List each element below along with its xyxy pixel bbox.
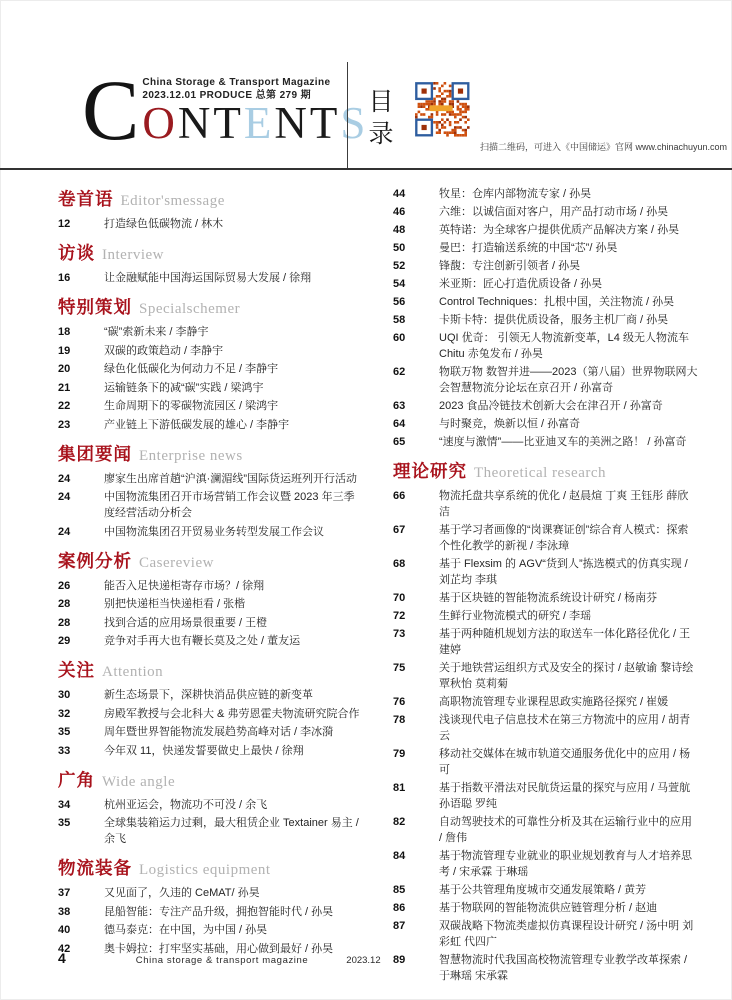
toc-item-title: 锋馥：专注创新引领者 / 孙昊 — [439, 260, 581, 272]
toc-item-title: 别把快递柜当快递柜看 / 张楷 — [104, 598, 246, 610]
toc-item — [393, 522, 698, 554]
toc-item-page-number: 56 — [393, 296, 406, 308]
toc-item — [393, 882, 698, 898]
toc-item-title: 生鲜行业物流模式的研究 / 李瑶 — [439, 610, 592, 622]
toc-item — [393, 312, 698, 328]
toc-item-page-number: 33 — [58, 744, 71, 757]
toc-item — [58, 797, 363, 813]
toc-item-title: 能否入足快递柜寄存市场？/ 徐翔 — [104, 579, 265, 592]
toc-item-page-number: 86 — [393, 902, 406, 914]
toc-item-page-number: 24 — [58, 491, 71, 503]
toc-item-page-number: 82 — [393, 816, 406, 828]
toc-section — [58, 767, 363, 848]
toc-item-page-number: 76 — [393, 696, 406, 708]
toc-item — [393, 416, 698, 432]
toc-item — [393, 608, 698, 624]
toc-item-page-number: 37 — [58, 887, 71, 899]
toc-item-page-number: 84 — [393, 850, 406, 862]
logo-letter: T — [213, 98, 244, 148]
qr-code-icon — [415, 82, 470, 142]
section-title-en: Interview — [102, 247, 164, 263]
toc-item-title: 竞争对手再大也有鞭长莫及之处 / 董友运 — [104, 635, 301, 647]
toc-item — [393, 276, 698, 292]
section-title-en: Attention — [102, 664, 164, 680]
toc-item-page-number: 28 — [58, 616, 71, 629]
toc-item — [393, 814, 698, 846]
section-title-zh: 集团要闻 — [58, 443, 132, 464]
toc-item-title: 杭州亚运会，物流功不可没 / 余飞 — [104, 798, 268, 811]
contents-column-right — [393, 186, 698, 986]
section-heading — [58, 855, 363, 880]
toc-section-continued — [393, 186, 698, 450]
toc-section — [58, 240, 363, 286]
toc-item-title: 高职物流管理专业课程思政实施路径探究 / 崔媛 — [439, 696, 669, 708]
section-title-en: Wide angle — [102, 773, 176, 790]
toc-item-title: 双碳战略下物流类虚拟仿真课程设计研究 / 汤中明 刘彩虹 代四广 — [439, 920, 694, 948]
toc-item-page-number: 21 — [58, 381, 71, 394]
toc-item-page-number: 29 — [58, 635, 71, 647]
toc-item-title: 中国物流集团召开贸易业务转型发展工作会议 — [104, 525, 324, 538]
toc-item-title: 关于地铁营运组织方式及安全的探讨 / 赵敏谕 黎诗绘 覃秋怡 莫莉菊 — [439, 662, 694, 690]
section-title-en: Specialschemer — [139, 301, 241, 317]
toc-item-page-number: 34 — [58, 798, 71, 811]
section-heading — [58, 548, 363, 573]
toc-item — [393, 240, 698, 256]
toc-item-page-number: 81 — [393, 782, 406, 794]
qr-caption: 扫描二维码，可进入《中国储运》官网 www.chinachuyun.com — [480, 142, 728, 152]
toc-item-title: 2023 食品冷链技术创新大会在津召开 / 孙富奇 — [439, 400, 663, 412]
toc-item — [58, 885, 363, 901]
toc-item — [393, 488, 698, 520]
toc-item — [58, 615, 363, 631]
toc-item-page-number: 50 — [393, 242, 406, 254]
section-title-zh: 广角 — [58, 769, 95, 790]
footer-issue: 2023.12 — [346, 955, 381, 966]
toc-item-page-number: 87 — [393, 920, 406, 932]
toc-item-title: Control Techniques：扎根中国，关注物流 / 孙昊 — [439, 296, 675, 308]
toc-item — [393, 434, 698, 450]
toc-item-title: 基于区块链的智能物流系统设计研究 / 杨南芬 — [439, 592, 658, 604]
toc-item — [393, 222, 698, 238]
toc-item-title: 牧星：仓库内部物流专家 / 孙昊 — [439, 188, 592, 200]
toc-item-title: 浅谈现代电子信息技术在第三方物流中的应用 / 胡青云 — [439, 714, 691, 742]
toc-item — [58, 633, 363, 649]
toc-item-title: 产业链上下游低碳发展的雄心 / 李静宇 — [104, 418, 290, 431]
toc-item-page-number: 89 — [393, 954, 406, 966]
toc-item-page-number: 66 — [393, 490, 406, 502]
magazine-name-line: China Storage & Transport Magazine — [142, 77, 331, 88]
section-title-en: Editor'smessage — [120, 193, 225, 209]
toc-item — [393, 364, 698, 396]
toc-item — [393, 258, 698, 274]
toc-item-page-number: 72 — [393, 610, 406, 622]
toc-item-title: 物流托盘共享系统的优化 / 赵晨煊 丁爽 王钰彤 薛欣洁 — [439, 490, 689, 518]
toc-item-title: 双碳的政策趋动 / 李静宇 — [104, 344, 224, 357]
toc-item — [393, 660, 698, 692]
logo-letter: T — [309, 98, 341, 148]
toc-item-page-number: 23 — [58, 418, 71, 431]
toc-item-page-number: 58 — [393, 314, 406, 326]
toc-item — [393, 694, 698, 710]
logo-letter-c: C — [82, 62, 140, 159]
toc-item-page-number: 28 — [58, 598, 71, 610]
toc-label: 目录 — [365, 88, 393, 152]
toc-item-title: 基于学习者画像的“岗课赛证创”综合育人模式：探索个性化教学的新视 / 李泳璋 — [439, 524, 689, 552]
toc-item — [58, 743, 363, 759]
toc-item — [393, 590, 698, 606]
toc-item-page-number: 48 — [393, 224, 406, 236]
toc-item-page-number: 65 — [393, 436, 406, 448]
toc-item-page-number: 35 — [58, 817, 71, 829]
toc-item-page-number: 70 — [393, 592, 406, 604]
toc-item-page-number: 18 — [58, 326, 71, 338]
header-right-block — [347, 62, 728, 168]
toc-item-title: 与时聚竞，焕新以恒 / 孙富奇 — [439, 418, 581, 430]
toc-item-title: 全球集装箱运力过剩，最大租赁企业 Textainer 易主 / 余飞 — [104, 817, 359, 845]
toc-item-page-number: 42 — [58, 942, 71, 955]
toc-item-title: 曼巴：打造输送系统的中国“芯”/ 孙昊 — [439, 242, 618, 254]
toc-item-title: 生命周期下的零碳物流园区 / 梁鸿宇 — [104, 400, 279, 412]
toc-item-page-number: 24 — [58, 525, 71, 538]
toc-item-title: 德马泰克：在中国，为中国 / 孙昊 — [104, 924, 268, 936]
toc-item-title: 基于两种随机规划方法的取送车一体化路径优化 / 王建婷 — [439, 628, 691, 656]
toc-item-title: 打造绿色低碳物流 / 林木 — [104, 218, 224, 230]
section-title-zh: 关注 — [58, 660, 95, 680]
toc-item — [393, 952, 698, 984]
toc-item — [58, 361, 363, 377]
toc-item-title: 昆船智能：专注产品升级，拥抱智能时代 / 孙昊 — [104, 905, 334, 918]
toc-item-title: “碳”索新未来 / 李静宇 — [104, 326, 209, 338]
logo-letter: E — [243, 98, 275, 148]
toc-item-page-number: 20 — [58, 363, 71, 375]
toc-section — [58, 294, 363, 433]
section-heading — [58, 186, 363, 211]
toc-item — [58, 471, 363, 487]
toc-item-page-number: 16 — [58, 272, 71, 284]
contents-logo — [82, 62, 369, 159]
contents-columns — [58, 186, 698, 986]
toc-item-title: 基于 Flexsim 的 AGV“货到人”拣选模式的仿真实现 / 刘芷均 李琪 — [439, 558, 688, 586]
toc-item — [58, 324, 363, 340]
toc-item — [393, 204, 698, 220]
toc-item-title: 六维：以诚信面对客户，用产品打动市场 / 孙昊 — [439, 206, 669, 218]
toc-item-page-number: 35 — [58, 726, 71, 738]
toc-item-title: 移动社交媒体在城市轨道交通服务优化中的应用 / 杨可 — [439, 748, 691, 776]
toc-item-page-number: 85 — [393, 884, 406, 896]
toc-item-page-number: 79 — [393, 748, 406, 760]
toc-item — [58, 706, 363, 722]
toc-item-page-number: 73 — [393, 628, 406, 640]
toc-item-page-number: 67 — [393, 524, 406, 536]
contents-column-left — [58, 186, 363, 986]
magazine-issue-line: 2023.12.01 PRODUCE 总第 279 期 — [142, 90, 312, 101]
section-heading — [58, 240, 363, 265]
toc-item-page-number: 63 — [393, 400, 406, 412]
toc-item-title: 周年暨世界智能物流发展趋势高峰对话 / 李冰漪 — [104, 726, 334, 738]
toc-item-page-number: 12 — [58, 218, 71, 230]
toc-item-page-number: 78 — [393, 714, 406, 726]
toc-item-page-number: 30 — [58, 689, 71, 701]
section-heading — [58, 657, 363, 682]
logo-right-block — [142, 76, 369, 148]
toc-item — [58, 815, 363, 847]
page-footer — [58, 950, 381, 966]
toc-item-title: 找到合适的应用场景很重要 / 王橙 — [104, 616, 268, 629]
toc-item — [393, 712, 698, 744]
toc-item — [393, 900, 698, 916]
toc-item-page-number: 54 — [393, 278, 406, 290]
footer-magazine-name: China storage & transport magazine — [135, 955, 309, 966]
toc-item-title: 又见面了，久违的 CeMAT/ 孙昊 — [104, 887, 260, 899]
toc-item-title: 基于指数平滑法对民航货运量的探究与应用 / 马萱航 孙语聪 罗纯 — [439, 782, 691, 810]
toc-item-page-number: 64 — [393, 418, 406, 430]
toc-item — [393, 746, 698, 778]
toc-item-page-number: 26 — [58, 579, 71, 592]
toc-item-title: UQI 优奇： 引领无人物流新变革，L4 级无人物流车 Chitu 赤兔发布 / 孙昊 — [439, 332, 689, 360]
toc-item — [393, 848, 698, 880]
toc-item-title: 英特诺：为全球客户提供优质产品解决方案 / 孙昊 — [439, 224, 680, 236]
toc-item-title: 新生态场景下，深耕快消品供应链的新变革 — [104, 689, 313, 701]
toc-item-page-number: 24 — [58, 472, 71, 485]
toc-item-title: 奥卡姆拉：打牢坚实基础，用心做到最好 / 孙昊 — [104, 942, 334, 955]
section-heading — [58, 294, 363, 319]
toc-section — [393, 458, 698, 984]
footer-page-number: 4 — [58, 950, 66, 966]
section-title-zh: 案例分析 — [58, 550, 132, 571]
logo-letter: O — [142, 98, 178, 148]
toc-section — [58, 441, 363, 540]
header-divider — [0, 168, 732, 170]
toc-item-title: 今年双 11，快递发誓要做史上最快 / 徐翔 — [104, 744, 304, 757]
toc-item-title: 中国物流集团召开市场营销工作会议暨 2023 年三季度经营活动分析会 — [104, 491, 355, 519]
toc-item-title: 基于物联网的智能物流供应链管理分析 / 赵迪 — [439, 902, 658, 914]
toc-item — [393, 294, 698, 310]
toc-item-title: 米亚斯：匠心打造优质设备 / 孙昊 — [439, 278, 603, 290]
toc-item-title: 廖家生出席首趟“沪滇·澜湄线”国际货运班列开行活动 — [104, 472, 357, 485]
toc-item-title: “速度与激情”——比亚迪叉车的美洲之路！ / 孙富奇 — [439, 436, 687, 448]
toc-item — [393, 186, 698, 202]
toc-item-title: 智慧物流时代我国高校物流管理专业教学改革探索 / 于琳瑶 宋承霖 — [439, 954, 688, 982]
toc-section — [58, 548, 363, 650]
toc-item — [58, 398, 363, 414]
toc-item-page-number: 19 — [58, 344, 71, 357]
toc-item-page-number: 22 — [58, 400, 71, 412]
logo-letter: S — [340, 98, 369, 148]
toc-item-title: 基于公共管理角度城市交通发展策略 / 黄芳 — [439, 884, 647, 896]
section-heading — [58, 767, 363, 792]
toc-item — [393, 780, 698, 812]
toc-item — [393, 398, 698, 414]
toc-section — [58, 657, 363, 759]
toc-item-page-number: 68 — [393, 558, 406, 570]
toc-item-title: 房殿军教授与会北科大 & 弗劳恩霍夫物流研究院合作 — [104, 707, 360, 720]
toc-item — [58, 524, 363, 540]
toc-item-title: 运输链条下的减“碳”实践 / 梁鸿宇 — [104, 381, 264, 394]
toc-item-title: 基于物流管理专业就业的职业规划教育与人才培养思考 / 宋承霖 于琳瑶 — [439, 850, 692, 878]
toc-item-page-number: 52 — [393, 260, 406, 272]
toc-item — [393, 918, 698, 950]
section-title-en: Enterprise news — [139, 447, 243, 464]
toc-item-title: 自动驾驶技术的可靠性分析及其在运输行业中的应用 / 詹伟 — [439, 816, 692, 844]
section-title-en: Casereview — [139, 554, 214, 571]
toc-section — [58, 855, 363, 957]
section-title-zh: 卷首语 — [58, 189, 114, 209]
toc-item — [58, 417, 363, 433]
toc-item — [393, 330, 698, 362]
section-title-en: Logistics equipment — [139, 862, 271, 878]
toc-item — [58, 578, 363, 594]
toc-item — [58, 270, 363, 286]
toc-item-page-number: 46 — [393, 206, 406, 218]
logo-letters — [142, 98, 369, 148]
logo-letter: N — [274, 98, 310, 148]
toc-item-title: 卡斯卡特：提供优质设备，服务主机厂商 / 孙昊 — [439, 314, 669, 326]
toc-item — [58, 489, 363, 521]
toc-item-page-number: 38 — [58, 905, 71, 918]
toc-section — [58, 186, 363, 232]
toc-item-title: 让金融赋能中国海运国际贸易大发展 / 徐翔 — [104, 272, 312, 284]
toc-item — [58, 596, 363, 612]
toc-item — [58, 687, 363, 703]
section-title-zh: 特别策划 — [58, 297, 132, 317]
section-heading — [393, 458, 698, 483]
toc-item-title: 绿色化低碳化为何动力不足 / 李静宇 — [104, 363, 279, 375]
toc-item — [58, 922, 363, 938]
toc-item — [58, 724, 363, 740]
toc-item — [58, 380, 363, 396]
toc-item-page-number: 44 — [393, 188, 406, 200]
toc-item-page-number: 62 — [393, 366, 406, 378]
section-title-en: Theoretical research — [474, 465, 606, 481]
toc-item — [58, 216, 363, 232]
section-title-zh: 理论研究 — [393, 461, 467, 481]
section-title-zh: 访谈 — [58, 243, 95, 263]
toc-item — [393, 626, 698, 658]
section-title-zh: 物流装备 — [58, 858, 132, 878]
section-heading — [58, 441, 363, 466]
toc-item — [393, 556, 698, 588]
toc-item — [58, 904, 363, 920]
logo-letter: N — [177, 98, 214, 148]
toc-item-title: 物联万物 数智并进——2023（第八届）世界物联网大会智慧物流分论坛在京召开 / 孙富奇 — [439, 366, 698, 394]
toc-item-page-number: 40 — [58, 924, 71, 936]
toc-item-page-number: 75 — [393, 662, 406, 674]
toc-item-page-number: 60 — [393, 332, 406, 344]
toc-item — [58, 343, 363, 359]
toc-item-page-number: 32 — [58, 707, 71, 720]
